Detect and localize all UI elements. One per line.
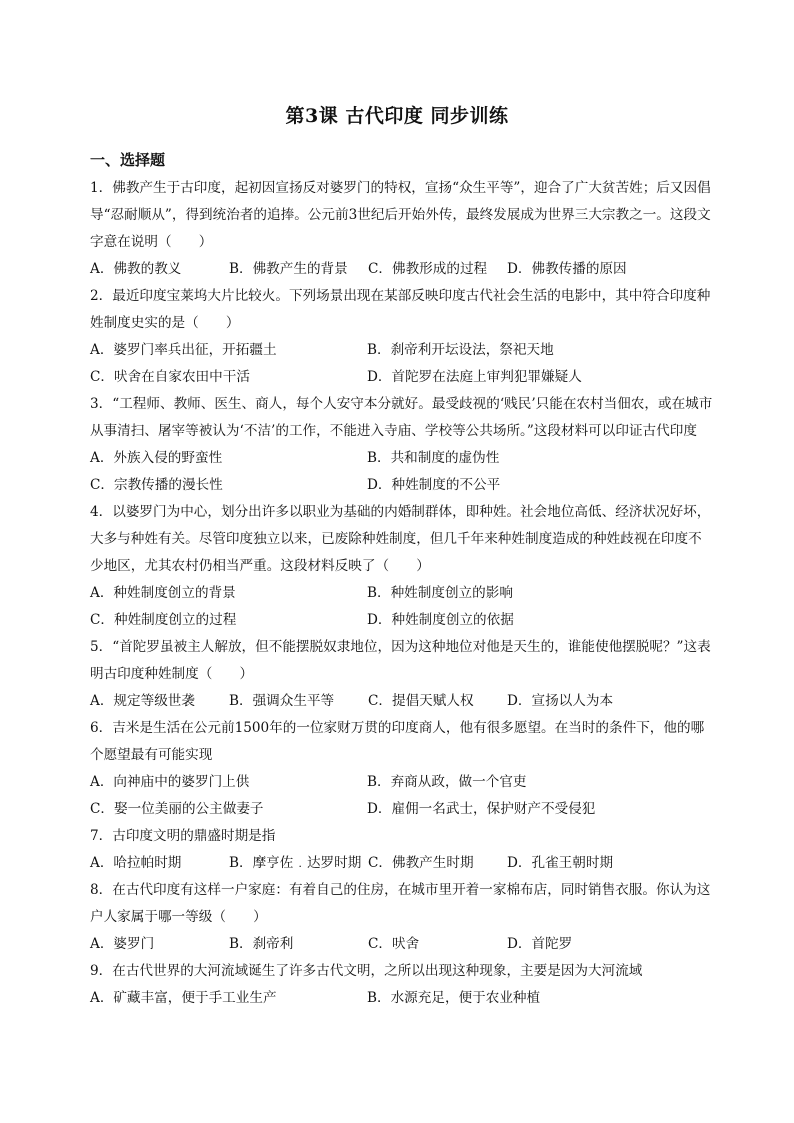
option-c[interactable]: C．宗教传播的漫长性 xyxy=(90,477,223,493)
question-7 xyxy=(90,823,715,877)
option-d[interactable]: D．种姓制度创立的依据 xyxy=(367,612,514,628)
option-row xyxy=(90,364,715,391)
option-a[interactable]: A．外族入侵的野蛮性 xyxy=(90,450,223,466)
question-stem: 5．“首陀罗虽被主人解放，但不能摆脱奴隶地位，因为这种地位对他是天生的，谁能使他摆脱呢？”这表明古印度种姓制度（ ） xyxy=(90,639,711,682)
option-b[interactable]: B．摩亨佐﹒达罗时期 xyxy=(229,855,362,871)
option-c[interactable]: C．佛教形成的过程 xyxy=(368,261,488,277)
option-a[interactable]: A．哈拉帕时期 xyxy=(90,855,182,871)
question-stem: 1．佛教产生于古印度，起初因宣扬反对婆罗门的特权，宣扬“众生平等”，迎合了广大贫苦姓；后又因倡导“忍耐顺从”，得到统治者的追捧。公元前3世纪后开始外传，最终发展成为世界三大宗教之一。这段文字意在说明（ ） xyxy=(90,180,711,250)
section-heading: 一、选择题 xyxy=(90,151,166,169)
option-d[interactable]: D．佛教传播的原因 xyxy=(507,261,627,277)
option-d[interactable]: D．首陀罗在法庭上审判犯罪嫌疑人 xyxy=(367,369,582,385)
question-1 xyxy=(90,175,715,283)
option-c[interactable]: C．吠舍在自家农田中干活 xyxy=(90,369,250,385)
option-row xyxy=(90,337,715,364)
option-d[interactable]: D．雇佣一名武士，保护财产不受侵犯 xyxy=(367,801,596,817)
question-stem: 6．吉米是生活在公元前1500年的一位家财万贯的印度商人，他有很多愿望。在当时的条件下，他的哪个愿望最有可能实现 xyxy=(90,720,705,763)
question-3 xyxy=(90,391,715,499)
option-a[interactable]: A．种姓制度创立的背景 xyxy=(90,585,236,601)
question-stem: 7．古印度文明的鼎盛时期是指 xyxy=(90,828,276,844)
option-b[interactable]: B．弃商从政，做一个官吏 xyxy=(367,774,527,790)
question-stem: 8．在古代印度有这样一户家庭：有着自己的住房，在城市里开着一家棉布店，同时销售衣服。你认为这户人家属于哪一等级（ ） xyxy=(90,882,711,925)
question-stem: 3．“工程师、教师、医生、商人，每个人安守本分就好。最受歧视的‘贱民’只能在农村当佃农，或在城市从事清扫、屠宰等被认为‘不洁’的工作，不能进入寺庙、学校等公共场所。”这段材料可以印证古代印度 xyxy=(90,396,713,439)
option-b[interactable]: B．种姓制度创立的影响 xyxy=(367,585,513,601)
option-d[interactable]: D．孔雀王朝时期 xyxy=(507,855,614,871)
option-b[interactable]: B．水源充足，便于农业种植 xyxy=(367,990,541,1006)
question-list xyxy=(90,175,715,1012)
option-a[interactable]: A．矿藏丰富，便于手工业生产 xyxy=(90,990,277,1006)
question-9 xyxy=(90,958,715,1012)
option-row xyxy=(90,472,715,499)
question-5 xyxy=(90,634,715,715)
option-b[interactable]: B．共和制度的虚伪性 xyxy=(367,450,500,466)
option-row xyxy=(90,580,715,607)
option-a[interactable]: A．佛教的教义 xyxy=(90,261,182,277)
option-c[interactable]: C．种姓制度创立的过程 xyxy=(90,612,237,628)
option-b[interactable]: B．强调众生平等 xyxy=(229,693,335,709)
question-8 xyxy=(90,877,715,958)
option-d[interactable]: D．首陀罗 xyxy=(507,936,573,952)
option-a[interactable]: A．婆罗门 xyxy=(90,936,155,952)
option-b[interactable]: B．佛教产生的背景 xyxy=(229,261,348,277)
option-a[interactable]: A．向神庙中的婆罗门上供 xyxy=(90,774,250,790)
option-row xyxy=(90,769,715,796)
option-b[interactable]: B．刹帝利开坛设法，祭祀天地 xyxy=(367,342,554,358)
question-stem: 9．在古代世界的大河流域诞生了许多古代文明，之所以出现这种现象，主要是因为大河流域 xyxy=(90,963,643,979)
option-row xyxy=(90,688,715,715)
option-c[interactable]: C．吠舍 xyxy=(368,936,420,952)
option-a[interactable]: A．婆罗门率兵出征，开拓疆土 xyxy=(90,342,277,358)
option-c[interactable]: C．娶一位美丽的公主做妻子 xyxy=(90,801,264,817)
option-row xyxy=(90,445,715,472)
option-row xyxy=(90,256,715,283)
option-c[interactable]: C．提倡天赋人权 xyxy=(368,693,474,709)
option-row xyxy=(90,850,715,877)
question-stem: 4．以婆罗门为中心，划分出许多以职业为基础的内婚制群体，即种姓。社会地位高低、经济状况好坏，大多与种姓有关。尽管印度独立以来，已废除种姓制度，但几千年来种姓制度造成的种姓歧视在印度不少地区，尤其农村仍相当严重。这段材料反映了（ ） xyxy=(90,504,711,574)
option-row xyxy=(90,607,715,634)
option-row xyxy=(90,796,715,823)
option-row xyxy=(90,985,715,1012)
option-d[interactable]: D．种姓制度的不公平 xyxy=(367,477,501,493)
option-c[interactable]: C．佛教产生时期 xyxy=(368,855,474,871)
option-b[interactable]: B．刹帝利 xyxy=(229,936,294,952)
question-2 xyxy=(90,283,715,391)
question-4 xyxy=(90,499,715,634)
question-6 xyxy=(90,715,715,823)
option-d[interactable]: D．宣扬以人为本 xyxy=(507,693,614,709)
question-stem: 2．最近印度宝莱坞大片比较火。下列场景出现在某部反映印度古代社会生活的电影中，其中符合印度种姓制度史实的是（ ） xyxy=(90,288,711,331)
option-a[interactable]: A．规定等级世袭 xyxy=(90,693,195,709)
option-row xyxy=(90,931,715,958)
page-title: 第3课 古代印度 同步训练 xyxy=(285,105,509,127)
